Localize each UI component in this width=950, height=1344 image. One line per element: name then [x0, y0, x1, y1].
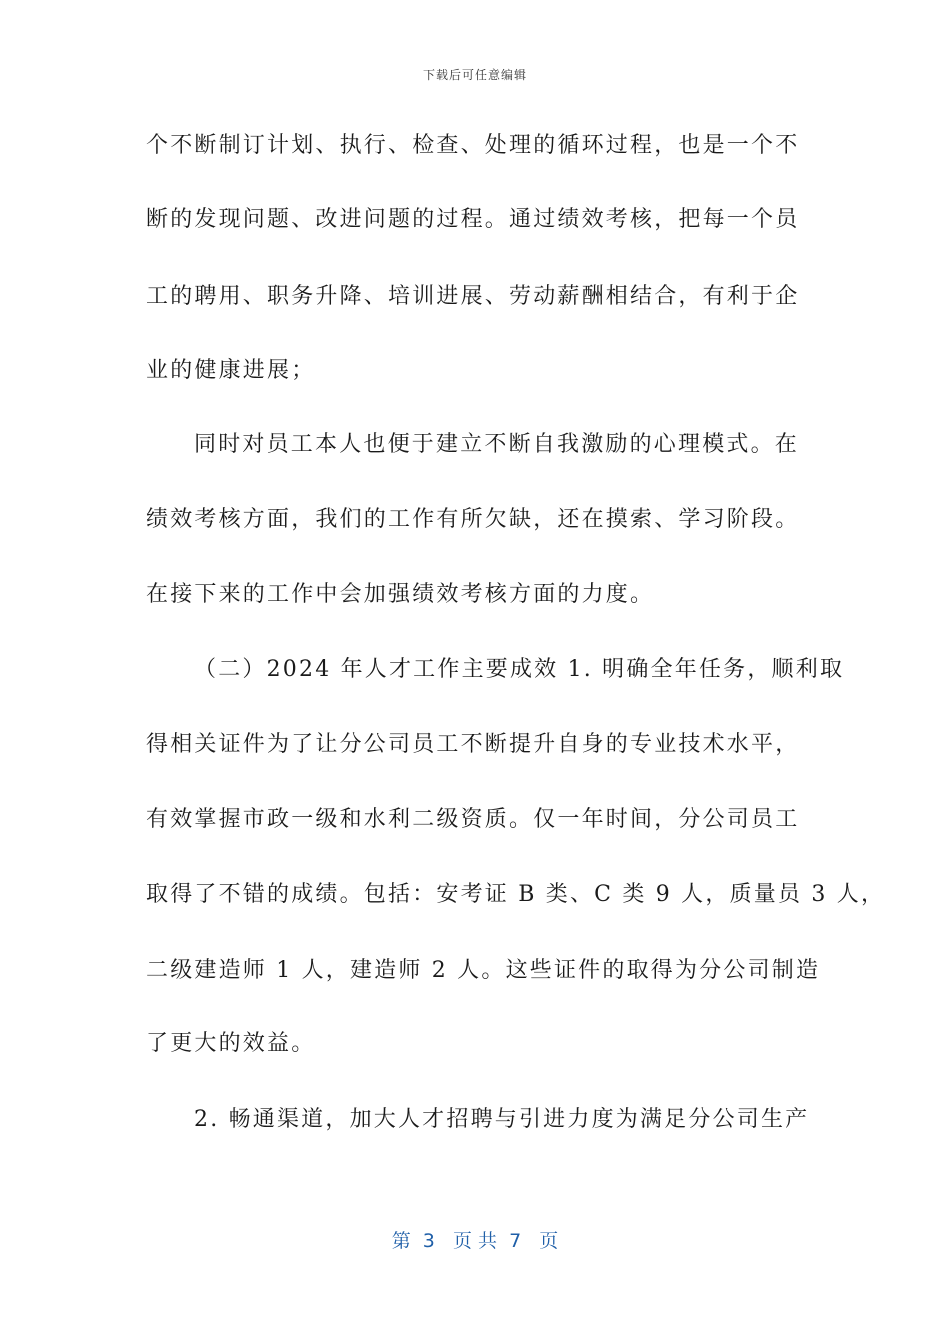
body-line: 同时对员工本人也便于建立不断自我激励的心理模式。在 [194, 432, 800, 457]
body-line: 二级建造师 1 人，建造师 2 人。这些证件的取得为分公司制造 [146, 958, 821, 983]
body-line: 业的健康进展； [146, 358, 316, 383]
body-line: 绩效考核方面，我们的工作有所欠缺，还在摸索、学习阶段。 [146, 507, 800, 532]
body-line: 取得了不错的成绩。包括：安考证 B 类、C 类 9 人，质量员 3 人， [146, 882, 886, 907]
body-line: 断的发现问题、改进问题的过程。通过绩效考核，把每一个员 [146, 207, 800, 232]
body-line: 工的聘用、职务升降、培训进展、劳动薪酬相结合，有利于企 [146, 284, 800, 309]
page-number-footer: 第 3 页 共 7 页 [391, 1230, 559, 1252]
body-line: 有效掌握市政一级和水利二级资质。仅一年时间，分公司员工 [146, 807, 800, 832]
page-header: 下载后可任意编辑 [422, 68, 527, 82]
body-line: 2. 畅通渠道，加大人才招聘与引进力度为满足分公司生产 [194, 1107, 810, 1132]
body-line: 在接下来的工作中会加强绩效考核方面的力度。 [146, 582, 655, 607]
body-line: 个不断制订计划、执行、检查、处理的循环过程，也是一个不 [146, 133, 800, 158]
body-line: （二）2024 年人才工作主要成效 1. 明确全年任务，顺利取 [194, 657, 845, 682]
body-line: 得相关证件为了让分公司员工不断提升自身的专业技术水平， [146, 732, 800, 757]
body-line: 了更大的效益。 [146, 1031, 316, 1056]
